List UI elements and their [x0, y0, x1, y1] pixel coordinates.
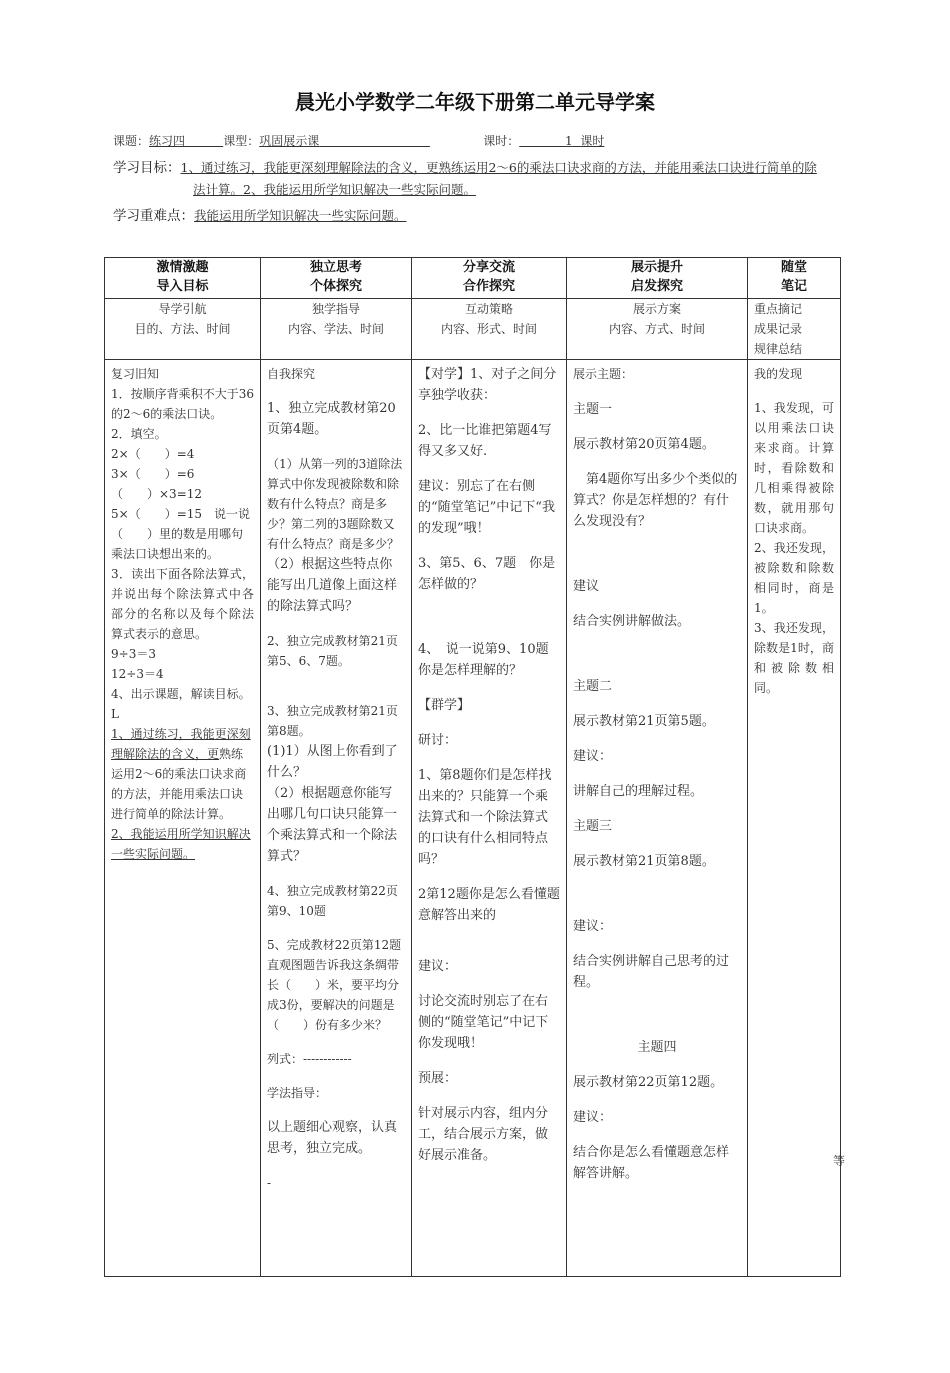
key-point-label: 学习重难点：: [113, 208, 194, 224]
hours-label: 课时：: [483, 134, 520, 148]
theme-title: 主题二: [573, 679, 613, 694]
goal-line-1: 1、通过练习，我能更深刻理解除法的含义，更熟练运用2～6的乘法口诀求商的方法，并能用乘法口诀进行简单的除: [180, 160, 817, 175]
subheader-cell: 重点摘记 成果记录 规律总结: [748, 299, 841, 360]
goal-1-underlined: 1、通过练习，我能更深刻理解除法的含义，更: [111, 727, 251, 761]
header-cell: 分享交流 合作探究: [412, 258, 567, 299]
suggestion: 建议：别忘了在右侧的“随堂笔记”中记下“我的发现”哦！: [418, 479, 555, 536]
equation: 2×（ ）=4: [111, 447, 195, 461]
subheader-row: [105, 299, 841, 360]
suggestion-text: 结合你是怎么看懂题意怎样解答讲解。: [573, 1145, 730, 1181]
subheader-cell: 导学引航 目的、方法、时间: [105, 299, 261, 360]
col-showcase: [567, 360, 748, 1277]
header-cell: 随堂 笔记: [748, 258, 841, 299]
self-study-heading: 自我探究: [267, 367, 316, 381]
side-character: 等: [833, 1154, 846, 1168]
lesson-meta: [113, 132, 604, 149]
group-study: 【群学】: [418, 698, 471, 713]
content-row: [105, 360, 841, 1277]
suggestion-label: 建议：: [573, 919, 613, 934]
key-point-text: 我能运用所学知识解决一些实际问题。: [194, 208, 407, 223]
task-question: (1)1）从图上你看到了什么？: [267, 744, 398, 780]
header-cell: 激情激趣 导入目标: [105, 258, 261, 299]
review-item: 2．填空。: [111, 427, 167, 441]
finding: 1、我发现，可以用乘法口诀来求商。计算时，看除数和几相乘得被除数，就用那句口诀求商。: [754, 401, 834, 535]
lesson-value: 练习四: [149, 134, 186, 148]
theme-title: 主题四: [637, 1040, 677, 1055]
suggestion-text: 讲解自己的理解过程。: [573, 784, 704, 799]
method-text: 以上题细心观察，认真思考，独立完成。: [267, 1120, 398, 1156]
suggestion-label: 建议: [573, 579, 600, 594]
goal-1-rest: 熟练运用2～6的乘法口诀求商的方法，并能用乘法口诀进行简单的除法计算。: [111, 747, 247, 821]
review-item: 1．按顺序背乘积不大于36的2～6的乘法口诀。: [111, 387, 254, 421]
review-heading: 复习旧知: [111, 367, 160, 381]
pair-item: 2、比一比谁把第题4写得又多又好.: [418, 423, 552, 459]
suggestion-text: 结合实例讲解做法。: [573, 614, 691, 629]
task: 4、独立完成教材第22页第9、10题: [267, 884, 398, 918]
header-cell: 展示提升 启发探究: [567, 258, 748, 299]
type-label: 课型：: [223, 134, 260, 148]
review-item: 4、出示课题，解读目标。L: [111, 687, 251, 721]
theme-text: 展示教材第20页第4题。: [573, 437, 715, 452]
goal-label: 学习目标：: [113, 160, 181, 176]
task-question: （1）从第一列的3道除法算式中你发现被除数和除数有什么特点？商是多少？第二列的3题除数又有什么特点？商是多少？: [267, 457, 403, 551]
key-point: [113, 204, 407, 224]
equation: 12÷3＝4: [111, 667, 164, 681]
equation: 3×（ ）=6: [111, 467, 195, 481]
task: 5、完成教材22页第12题直观图题告诉我这条绸带长（ ）米，要平均分成3份，要解决的问题是（ ）份有多少米？: [267, 938, 402, 1032]
subheader-cell: 展示方案 内容、方式、时间: [567, 299, 748, 360]
method-label: 学法指导：: [267, 1086, 328, 1100]
suggestion-label: 建议：: [418, 959, 458, 974]
theme-title: 主题一: [573, 402, 613, 417]
dash-mark: -: [267, 1176, 272, 1190]
review-item: 3．读出下面各除法算式，并说出每个除法算式中各部分的名称以及每个除法算式表示的意思。: [111, 567, 254, 641]
notes-heading: 我的发现: [754, 367, 803, 381]
subheader-cell: 互动策略 内容、形式、时间: [412, 299, 567, 360]
hours-value: 1: [565, 134, 573, 148]
task: 2、独立完成教材第21页第5、6、7题。: [267, 634, 398, 668]
pair-study: 【对学】1、对子之间分享独学收获：: [418, 367, 557, 403]
theme-question: 第4题你写出多少个类似的算式？你是怎样想的？有什么发现没有？: [573, 472, 738, 529]
task-question: （2）根据这些特点你能写出几道像上面这样的除法算式吗？: [267, 557, 398, 614]
task-question: （2）根据题意你能写出哪几句口诀只能算一个乘法算式和一个除法算式？: [267, 786, 398, 864]
col-interaction: [412, 360, 567, 1277]
lesson-table: [104, 257, 841, 1277]
task: 3、独立完成教材第21页第8题。: [267, 704, 398, 738]
hours-unit: 课时: [580, 134, 605, 148]
col-notes: [748, 360, 841, 1277]
equation: 9÷3＝3: [111, 647, 156, 661]
finding: 3、我还发现，除数是1时，商和被除数相同。: [754, 621, 834, 695]
pair-item: 3、第5、6、7题 你是怎样做的？: [418, 556, 556, 592]
group-item: 2第12题你是怎么看懂题意解答出来的: [418, 887, 560, 923]
theme-text: 展示教材第22页第12题。: [573, 1075, 724, 1090]
theme-title: 主题三: [573, 819, 613, 834]
page-title: 晨光小学数学二年级下册第二单元导学案: [295, 90, 655, 114]
header-cell: 独立思考 个体探究: [261, 258, 412, 299]
goal-2: 2、我能运用所学知识解决一些实际问题。: [111, 827, 251, 861]
goal-line-2: 法计算。2、我能运用所学知识解决一些实际问题。: [193, 182, 476, 197]
discussion-label: 研讨：: [418, 733, 458, 748]
formula-line: 列式：------------: [267, 1052, 352, 1066]
subheader-cell: 独学指导 内容、学法、时间: [261, 299, 412, 360]
suggestion-label: 建议：: [573, 1110, 613, 1125]
suggestion-text: 结合实例讲解自己思考的过程。: [573, 954, 730, 990]
theme-text: 展示教材第21页第8题。: [573, 854, 715, 869]
header-row: [105, 258, 841, 299]
suggestion-label: 建议：: [573, 749, 613, 764]
learning-goal: [113, 157, 843, 201]
equation: （ ）×3=12: [111, 487, 203, 501]
task: 1、独立完成教材第20页第4题。: [267, 401, 396, 437]
lesson-label: 课题：: [113, 134, 150, 148]
theme-text: 展示教材第21页第5题。: [573, 714, 715, 729]
pair-item: 4、 说一说第9、10题你是怎样理解的？: [418, 642, 549, 678]
group-item: 1、第8题你们是怎样找出来的？只能算一个乘法算式和一个除法算式的口诀有什么相同特点吗？: [418, 768, 552, 867]
equation: 5×（ ）=15 说一说（ ）里的数是用哪句乘法口诀想出来的。: [111, 507, 251, 561]
finding: 2、我还发现，被除数和除数相同时，商是1。: [754, 541, 834, 615]
suggestion: 讨论交流时别忘了在右侧的“随堂笔记”中记下你发现哦！: [418, 994, 549, 1051]
theme-label: 展示主题：: [573, 367, 634, 381]
type-value: 巩固展示课: [259, 134, 320, 148]
preview-label: 预展：: [418, 1071, 458, 1086]
preview-text: 针对展示内容，组内分工，结合展示方案，做好展示准备。: [418, 1106, 549, 1163]
col-guide: [105, 360, 261, 1277]
col-self-study: [261, 360, 412, 1277]
